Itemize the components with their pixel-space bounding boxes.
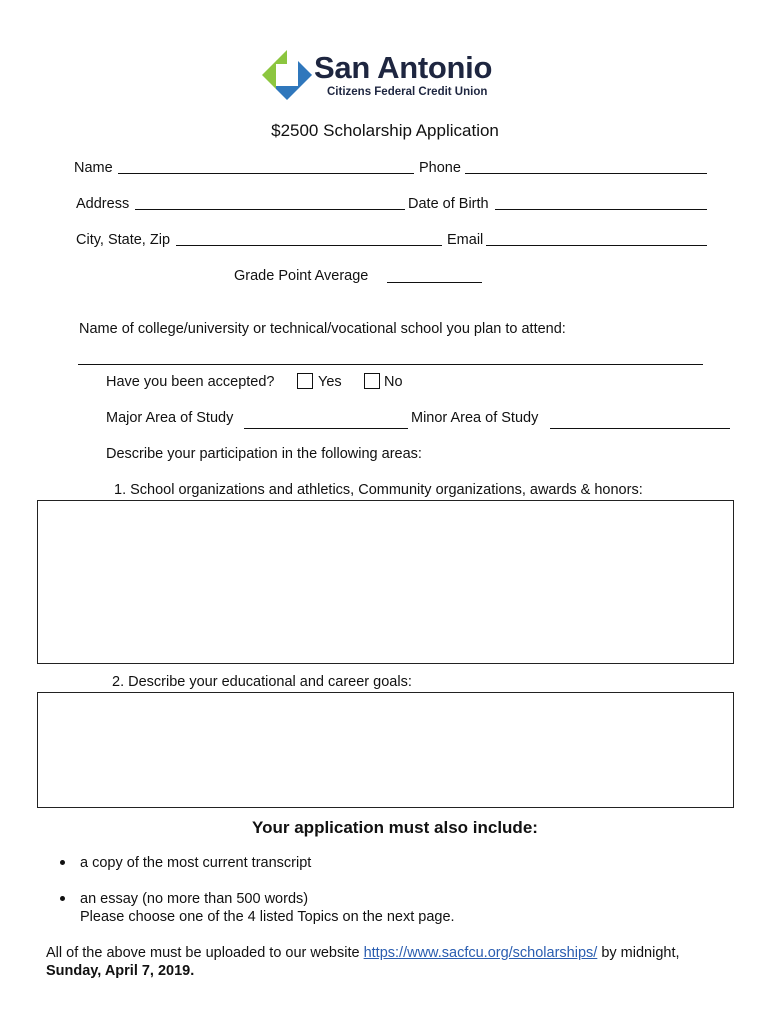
bullet-icon: [60, 896, 65, 901]
logo-name: San Antonio: [314, 50, 493, 85]
logo-blue-right: [298, 61, 312, 89]
address-label: Address: [76, 196, 130, 212]
question-1-label: 1. School organizations and athletics, Community organizations, awards & honors:: [114, 482, 643, 498]
email-label: Email: [447, 232, 484, 248]
requirements-heading: Your application must also include:: [252, 818, 538, 837]
footer-text-before: All of the above must be uploaded to our website: [46, 945, 364, 961]
scholarships-link[interactable]: https://www.sacfcu.org/scholarships/: [363, 945, 598, 961]
logo-subtitle: Citizens Federal Credit Union: [327, 86, 488, 98]
school-question: Name of college/university or technical/vocational school you plan to attend:: [79, 321, 566, 337]
name-field[interactable]: [118, 173, 414, 174]
phone-field[interactable]: [465, 173, 707, 174]
deadline: Sunday, April 7, 2019.: [46, 963, 195, 979]
yes-checkbox[interactable]: [297, 373, 313, 389]
address-field[interactable]: [135, 209, 405, 210]
logo-green-inner: [276, 53, 287, 64]
city-state-zip-label: City, State, Zip: [76, 232, 171, 248]
dob-field[interactable]: [495, 209, 707, 210]
dob-label: Date of Birth: [408, 196, 489, 212]
no-label: No: [384, 374, 403, 390]
phone-label: Phone: [419, 160, 461, 176]
minor-field[interactable]: [550, 428, 730, 429]
yes-label: Yes: [318, 374, 342, 390]
major-field[interactable]: [244, 428, 408, 429]
accepted-question: Have you been accepted?: [106, 374, 275, 390]
logo-blue-bottom: [276, 86, 298, 100]
gpa-label: Grade Point Average: [234, 268, 369, 284]
minor-label: Minor Area of Study: [411, 410, 539, 426]
logo-diamond-icon: [262, 50, 312, 100]
footer-text-after: by midnight,: [597, 945, 680, 961]
email-field[interactable]: [486, 245, 707, 246]
city-state-zip-field[interactable]: [176, 245, 442, 246]
question-2-textbox[interactable]: [37, 692, 734, 808]
footer-text: [46, 945, 680, 961]
name-label: Name: [74, 160, 113, 176]
question-1-textbox[interactable]: [37, 500, 734, 664]
participation-intro: Describe your participation in the following areas:: [106, 446, 422, 462]
requirement-essay-note: Please choose one of the 4 listed Topics on the next page.: [80, 909, 455, 925]
school-field[interactable]: [78, 364, 703, 365]
logo-green-bottom-left: [262, 75, 276, 89]
gpa-field[interactable]: [387, 282, 482, 283]
requirement-transcript: a copy of the most current transcript: [80, 855, 312, 871]
bullet-icon: [60, 860, 65, 865]
requirement-essay: an essay (no more than 500 words): [80, 891, 309, 907]
page-title: $2500 Scholarship Application: [271, 121, 499, 140]
logo-green-left: [262, 61, 276, 75]
question-2-label: 2. Describe your educational and career goals:: [112, 674, 412, 690]
no-checkbox[interactable]: [364, 373, 380, 389]
major-label: Major Area of Study: [106, 410, 234, 426]
